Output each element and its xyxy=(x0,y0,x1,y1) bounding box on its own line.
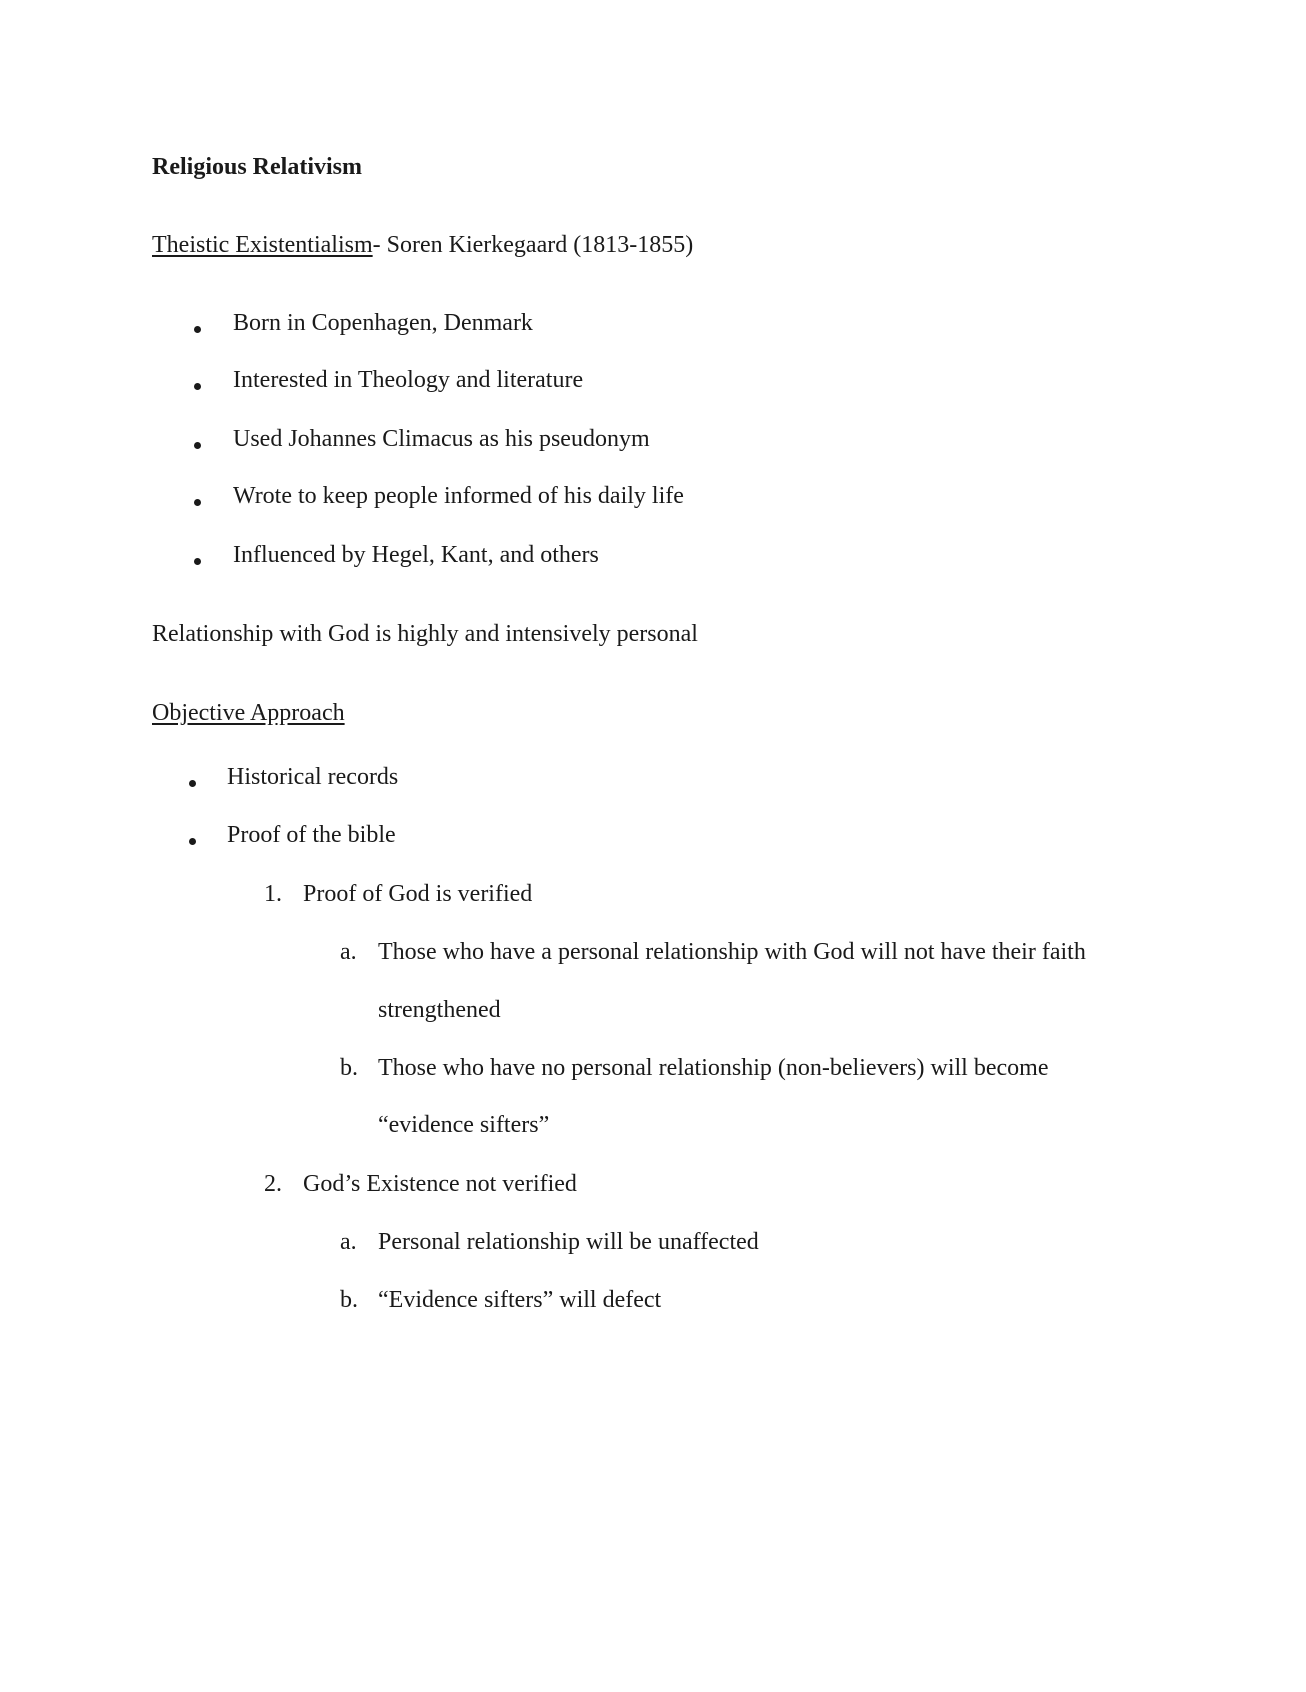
statement-paragraph: Relationship with God is highly and intensively personal xyxy=(152,621,698,647)
list-item: Influenced by Hegel, Kant, and others xyxy=(233,542,599,568)
section-heading-theistic xyxy=(152,230,693,260)
list-item: Used Johannes Climacus as his pseudonym xyxy=(233,426,650,452)
list-item: Wrote to keep people informed of his daily life xyxy=(233,483,684,509)
bullet-icon xyxy=(194,383,201,390)
bullet-icon xyxy=(194,558,201,565)
section-heading-rest: - Soren Kierkegaard (1813-1855) xyxy=(372,232,694,258)
list-item: Born in Copenhagen, Denmark xyxy=(233,310,533,336)
sub-item-line: strengthened xyxy=(378,997,501,1023)
list-item: Interested in Theology and literature xyxy=(233,367,584,393)
sub-item-marker: a. xyxy=(340,939,357,965)
list-item: Proof of the bible xyxy=(227,822,396,848)
numbered-marker: 2. xyxy=(264,1171,282,1197)
list-item: Historical records xyxy=(227,764,399,790)
bullet-icon xyxy=(189,780,196,787)
numbered-marker: 1. xyxy=(264,881,282,907)
numbered-item: Proof of God is verified xyxy=(303,881,533,907)
sub-item-marker: a. xyxy=(340,1229,357,1255)
sub-item-line: Those who have a personal relationship with God will not have their faith xyxy=(378,939,1086,965)
numbered-item: God’s Existence not verified xyxy=(303,1171,577,1197)
sub-item-line: “evidence sifters” xyxy=(378,1112,550,1138)
sub-item-line: Personal relationship will be unaffected xyxy=(378,1229,759,1255)
document-title: Religious Relativism xyxy=(152,154,362,180)
sub-item-line: Those who have no personal relationship (non-believers) will become xyxy=(378,1055,1049,1081)
bullet-icon xyxy=(194,326,201,333)
sub-item-line: “Evidence sifters” will defect xyxy=(378,1287,662,1313)
bullet-icon xyxy=(189,838,196,845)
sub-item-marker: b. xyxy=(340,1287,358,1313)
bullet-icon xyxy=(194,442,201,449)
section-heading-objective: Objective Approach xyxy=(152,700,345,726)
section-heading-underlined: Theistic Existentialism xyxy=(152,232,373,258)
sub-item-marker: b. xyxy=(340,1055,358,1081)
bullet-icon xyxy=(194,499,201,506)
